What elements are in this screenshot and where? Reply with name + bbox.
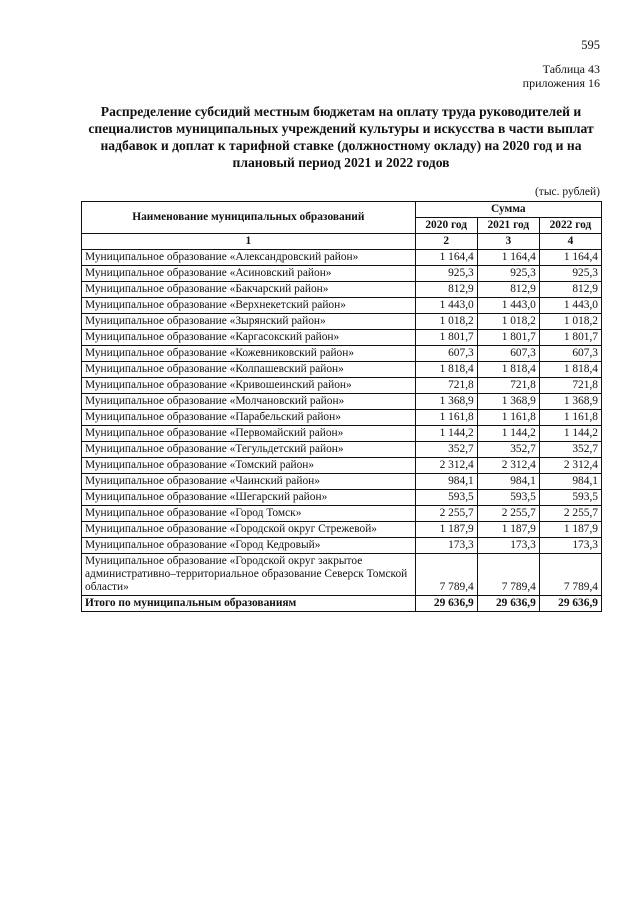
municipality-name: Муниципальное образование «Чаинский район» [82, 474, 416, 490]
amount-2022: 352,7 [539, 442, 601, 458]
amount-2020: 1 018,2 [415, 314, 477, 330]
total-amount-2020: 29 636,9 [415, 596, 477, 612]
amount-2022: 1 801,7 [539, 330, 601, 346]
amount-2020: 1 443,0 [415, 298, 477, 314]
amount-2022: 2 312,4 [539, 458, 601, 474]
amount-2022: 1 164,4 [539, 250, 601, 266]
table-row [82, 426, 602, 442]
column-number-1: 1 [82, 234, 416, 250]
table-row [82, 506, 602, 522]
amount-2020: 1 801,7 [415, 330, 477, 346]
municipality-name: Муниципальное образование «Томский район» [82, 458, 416, 474]
header-year-2020: 2020 год [415, 218, 477, 234]
amount-2022: 925,3 [539, 266, 601, 282]
municipality-name: Муниципальное образование «Город Кедровый» [82, 538, 416, 554]
amount-2021: 2 312,4 [477, 458, 539, 474]
page-number: 595 [581, 38, 600, 52]
table-row [82, 490, 602, 506]
amount-2020: 1 161,8 [415, 410, 477, 426]
table-body [82, 250, 602, 612]
total-row [82, 596, 602, 612]
amount-2021: 7 789,4 [477, 554, 539, 596]
total-amount-2022: 29 636,9 [539, 596, 601, 612]
amount-2022: 593,5 [539, 490, 601, 506]
municipality-name: Муниципальное образование «Асиновский район» [82, 266, 416, 282]
table-row [82, 442, 602, 458]
amount-2021: 1 164,4 [477, 250, 539, 266]
amount-2022: 2 255,7 [539, 506, 601, 522]
amount-2020: 984,1 [415, 474, 477, 490]
municipality-name: Муниципальное образование «Зырянский район» [82, 314, 416, 330]
table-row [82, 298, 602, 314]
table-row [82, 538, 602, 554]
amount-2020: 721,8 [415, 378, 477, 394]
amount-2021: 1 144,2 [477, 426, 539, 442]
amount-2021: 925,3 [477, 266, 539, 282]
municipality-name: Муниципальное образование «Кривошеинский район» [82, 378, 416, 394]
amount-2022: 1 818,4 [539, 362, 601, 378]
amount-2020: 593,5 [415, 490, 477, 506]
amount-2021: 1 368,9 [477, 394, 539, 410]
amount-2022: 1 368,9 [539, 394, 601, 410]
amount-2021: 1 018,2 [477, 314, 539, 330]
amount-2020: 2 312,4 [415, 458, 477, 474]
amount-2022: 1 144,2 [539, 426, 601, 442]
table-row [82, 362, 602, 378]
document-title: Распределение субсидий местным бюджетам на оплату труда руководителей и специалистов муниципальных учреждений культуры и искусства в части выплат надбавок и доплат к тарифной ставке (должностному окладу) на 2020 год и на плановый период 2021 и 2022 годов [88, 104, 594, 170]
column-number-3: 3 [477, 234, 539, 250]
amount-2020: 1 144,2 [415, 426, 477, 442]
table-row [82, 266, 602, 282]
amount-2021: 1 443,0 [477, 298, 539, 314]
amount-2020: 607,3 [415, 346, 477, 362]
amount-2020: 1 164,4 [415, 250, 477, 266]
amount-2020: 1 187,9 [415, 522, 477, 538]
table-row [82, 458, 602, 474]
amount-2022: 812,9 [539, 282, 601, 298]
amount-2021: 721,8 [477, 378, 539, 394]
units-label: (тыс. рублей) [534, 186, 600, 198]
amount-2021: 812,9 [477, 282, 539, 298]
amount-2022: 1 443,0 [539, 298, 601, 314]
amount-2020: 352,7 [415, 442, 477, 458]
amount-2021: 1 187,9 [477, 522, 539, 538]
municipality-name: Муниципальное образование «Город Томск» [82, 506, 416, 522]
amount-2021: 173,3 [477, 538, 539, 554]
amount-2022: 1 187,9 [539, 522, 601, 538]
caption-appendix: приложения 16 [522, 76, 600, 90]
municipality-name: Муниципальное образование «Городской округ Стрежевой» [82, 522, 416, 538]
column-number-2: 2 [415, 234, 477, 250]
header-year-2021: 2021 год [477, 218, 539, 234]
amount-2021: 352,7 [477, 442, 539, 458]
header-sum: Сумма [415, 202, 601, 218]
municipality-name: Муниципальное образование «Молчановский район» [82, 394, 416, 410]
table-row [82, 314, 602, 330]
table-row [82, 522, 602, 538]
amount-2022: 173,3 [539, 538, 601, 554]
municipality-name: Муниципальное образование «Александровский район» [82, 250, 416, 266]
municipality-name: Муниципальное образование «Верхнекетский район» [82, 298, 416, 314]
amount-2021: 593,5 [477, 490, 539, 506]
amount-2022: 721,8 [539, 378, 601, 394]
amount-2020: 173,3 [415, 538, 477, 554]
table-row [82, 282, 602, 298]
header-name: Наименование муниципальных образований [82, 202, 416, 234]
amount-2021: 607,3 [477, 346, 539, 362]
header-year-2022: 2022 год [539, 218, 601, 234]
amount-2021: 1 161,8 [477, 410, 539, 426]
table-row [82, 330, 602, 346]
municipality-name: Муниципальное образование «Колпашевский район» [82, 362, 416, 378]
municipality-name: Муниципальное образование «Шегарский район» [82, 490, 416, 506]
amount-2021: 984,1 [477, 474, 539, 490]
amount-2020: 7 789,4 [415, 554, 477, 596]
amount-2020: 2 255,7 [415, 506, 477, 522]
table-row [82, 346, 602, 362]
municipality-name: Муниципальное образование «Первомайский район» [82, 426, 416, 442]
amount-2022: 1 161,8 [539, 410, 601, 426]
table-row [82, 554, 602, 596]
amount-2022: 1 018,2 [539, 314, 601, 330]
amount-2022: 984,1 [539, 474, 601, 490]
amount-2021: 2 255,7 [477, 506, 539, 522]
municipality-name: Муниципальное образование «Городской округ закрытое административно–территориальное образование Северск Томской области» [82, 554, 416, 596]
amount-2020: 925,3 [415, 266, 477, 282]
municipality-name: Муниципальное образование «Бакчарский район» [82, 282, 416, 298]
table-row [82, 250, 602, 266]
amount-2020: 1 368,9 [415, 394, 477, 410]
amount-2021: 1 801,7 [477, 330, 539, 346]
column-number-4: 4 [539, 234, 601, 250]
table-row [82, 474, 602, 490]
total-amount-2021: 29 636,9 [477, 596, 539, 612]
table-caption [523, 62, 600, 90]
municipality-name: Муниципальное образование «Тегульдетский район» [82, 442, 416, 458]
table-row [82, 394, 602, 410]
amount-2021: 1 818,4 [477, 362, 539, 378]
total-label: Итого по муниципальным образованиям [82, 596, 416, 612]
caption-table-number: Таблица 43 [542, 62, 600, 76]
amount-2020: 812,9 [415, 282, 477, 298]
table-row [82, 378, 602, 394]
municipality-name: Муниципальное образование «Парабельский район» [82, 410, 416, 426]
municipality-name: Муниципальное образование «Кожевниковский район» [82, 346, 416, 362]
subsidy-table [81, 201, 602, 612]
amount-2020: 1 818,4 [415, 362, 477, 378]
municipality-name: Муниципальное образование «Каргасокский район» [82, 330, 416, 346]
amount-2022: 7 789,4 [539, 554, 601, 596]
table-row [82, 410, 602, 426]
amount-2022: 607,3 [539, 346, 601, 362]
